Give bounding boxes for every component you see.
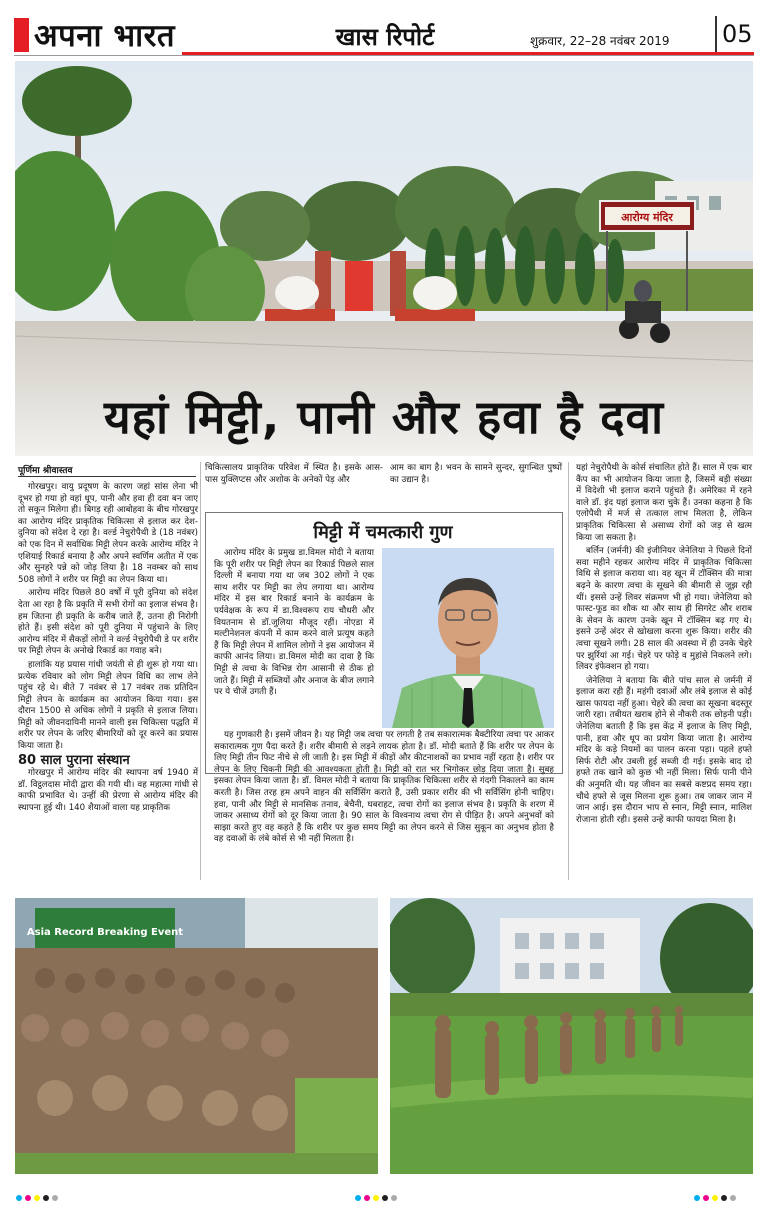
- paragraph: गोरखपुर। वायु प्रदूषण के कारण जहां सांस लेना भी दूभर हो गया हो वहां धूप, पानी और हवा ही दवा बन जाए तो सकून मिलेगा ही। बिगड़ रही आबोहवा के बीच गोरखपुर का आरोग्य मंदिर प्राकृतिक चिकित्सा से इलाज कर देश-दुनिया को संदेश दे रहा है। वर्ल्ड नेचुरोपैथी डे (18 नवंबर) को एक दिन में सर्वाधिक मिट्टी लेपन करके आरोग्य मंदिर ने एशियाई रिकार्ड बनाया है और अपने स्वर्णिम अतीत में एक और सुनहरे पन्ने को जोड़ लिया है। 18 नवम्बर को साथ 508 लोगों ने शरीर पर मिट्टी का लेपन किया था।: [18, 482, 198, 585]
- paragraph: यहां नेचुरोपैथी के कोर्स संचालित होते हैं। साल में एक बार कैंप का भी आयोजन किया जाता है, जिसमें बड़ी संख्या में विदेशी भी इलाज कराने पहुंचते हैं। अमेरिका में रहने वाले डॉ. इंद यहां इलाज करा चुके हैं। उनका कहना है कि एलोपैथी में मर्ज से तत्काल लाभ मिलता है, लेकिन प्राकृतिक चिकित्सा से असाध्य रोगों को जड़ से खत्म किया जा सकता है।: [576, 463, 752, 543]
- event-banner-text: Asia Record Breaking Event: [26, 927, 184, 938]
- column-rule: [568, 462, 569, 880]
- article-column-3-top: [390, 463, 562, 488]
- paragraph: गोरखपुर में आरोग्य मंदिर की स्थापना वर्ष 1940 में डॉ. विट्ठलदास मोदी द्वारा की गयी थी। वह महात्मा गांधी से काफी प्रभावित थे। उन्हीं की प्रेरणा से आरोग्य मंदिर की स्थापना हुई थी। 140 शैयाओं वाला यह प्राकृतिक: [18, 768, 198, 814]
- article-column-2-top: [205, 463, 383, 488]
- header-rule-thin: [14, 55, 754, 56]
- doctor-portrait-photo: [382, 548, 554, 728]
- black-mark: [382, 1195, 388, 1201]
- paragraph: आरोग्य मंदिर के प्रमुख डा.विमल मोदी ने बताया कि पूरी शरीर पर मिट्टी लेपन का रिकार्ड पिछले साल दिल्ली में बनाया गया था जब 302 लोगों ने एक साथ शरीर पर मिट्टी का लेप लगाया था। आरोग्य मंदिर में इस बार रिकार्ड बनाने के कार्यक्रम के पर्यवेक्षक के रूप में डा.विश्वरूप राय चौधरी और वियतनाम से डॉ.जुलिया मौजूद रहीं। नोएडा में मल्टीनेशनल कंपनी में काम करने वाले प्रत्यूष कहते हैं कि मिट्टी लेपन में शामिल लोगों ने इस आयोजन में काफी आनंद लिया। डा.विमल मोदी का दावा है कि मिट्टी से त्वचा के विभिन्न रोग आसानी से ठीक हो जाते हैं। मिट्टी में सब्जियों और अनाज के बीज लगाने पर ये चीजें उगती हैं।: [214, 548, 374, 698]
- box-title: मिट्टी में चमत्कारी गुण: [313, 522, 453, 543]
- article-column-4: [576, 463, 752, 828]
- magenta-mark: [25, 1195, 31, 1201]
- paragraph: जेनेलिया ने बताया कि बीते पांच साल से जर्मनी में इलाज करा रही हैं। महंगी दवाओं और लंबे इलाज से कोई खास फायदा नहीं हुआ। चेहरे की त्वचा का सूखना बदस्तूर जारी रहा। तबीयत खराब होने से नौकरी तक छोड़नी पड़ी। जेनेलिया बताती हैं कि इस केंद्र में इलाज के लिए मिट्टी, पानी, हवा और धूप का प्रयोग किया जाता है। आरोग्य मंदिर के कड़े नियमों का पालन करना पड़ा। पहले हफ्ते सिर्फ रोटी और उबली हुई सब्जी दी गई। इसके बाद दो हफ्ते तक खाने को कुछ भी नहीं मिला। सिर्फ पानी पीने की अनुमति थी। यह जीवन का सबसे कष्टप्रद समय रहा। चौथे हफ्ते से जूस मिलना शुरू हुआ। तब जाकर जान में जान आई। इस दौरान भाप से स्नान, मिट्टी स्नान, मालिश रोजाना होती रही। इससे उन्हें काफी फायदा मिला है।: [576, 675, 752, 825]
- yellow-mark: [712, 1195, 718, 1201]
- cyan-mark: [355, 1195, 361, 1201]
- registration-marks-center: [355, 1186, 400, 1194]
- column-rule: [200, 462, 201, 880]
- page-number: 05: [722, 20, 753, 48]
- subheading: 80 साल पुराना संस्थान: [18, 752, 130, 768]
- hospital-sign-text: आरोग्य मंदिर: [621, 211, 673, 224]
- section-title: खास रिपोर्ट: [335, 23, 435, 51]
- issue-date: शुक्रवार, 22–28 नवंबर 2019: [530, 34, 670, 48]
- paragraph: यह गुणकारी है। इसमें जीवन है। यह मिट्टी जब त्वचा पर लगती है तब सकारात्मक बैक्टीरिया त्वचा पर आकर सकारात्मक गुण पैदा करते हैं। शरीर बीमारी से लड़ने लायक होता है। डॉ. मोदी बताते हैं कि शरीर पर लेपन के लिए मिट्टी तीन फिट नीचे से ली जाती है। इस मिट्टी में कीड़ों और कीटनाशकों का प्रभाव नहीं रहता है। शरीर पर लेपन के लिए चिकनी मिट्टी की आवश्यकता होती है। मिट्टी को रात भर भिगोकर छोड़ दिया जाता है। सुबह इसका लेपन किया जाता है। डॉ. विमल मोदी ने बताया कि प्राकृतिक चिकित्सा शरीर से गंदगी निकालने का काम करती है। जिस तरह हम अपने वाहन की सर्विसिंग कराते हैं, उसी प्रकार शरीर की भी सर्विसिंग होनी चाहिए। हवा, पानी और मिट्टी से मानसिक तनाव, बेचैनी, घबराहट, त्वचा रोगों का इलाज संभव है। प्रकृति के शरण में जाकर असाध्य रोगों को दूर किया जाता है। 90 साल के विश्वनाथ त्वचा रोग से पीड़ित है। अपने अनुभवों को साझा करते हुए वह कहते हैं कि शरीर पर कुछ समय मिट्टी का लेपन करने से जिस सुकून का अनुभव होता है वह दवाओं के लंबे कोर्स से भी नहीं मिलता है।: [214, 730, 554, 845]
- main-headline: यहां मिट्टी, पानी और हवा है दवा: [103, 390, 665, 444]
- yellow-mark: [34, 1195, 40, 1201]
- byline-rule: [18, 476, 196, 477]
- paragraph: बर्लिन (जर्मनी) की इंजीनियर जेनेलिया ने पिछले दिनों सवा महीने रहकर आरोग्य मंदिर में प्राकृतिक चिकित्सा विधि से इलाज कराया था। वह खून में टॉक्सिन की मात्रा बढ़ने के कारण त्वचा के सूखने की बीमारी से जूझ रही थीं। इससे उन्हें लिवर संक्रमण भी हो गया। जेनेलिया को फास्ट-फूड का शौक था और साथ ही सिगरेट और शराब के सेवन के कारण उनके खून में टॉक्सिन बढ़ गए थे। इसने उन्हें अंदर से खोखला करना शुरू किया। शरीर की त्वचा सूखने लगी। 28 साल की अवस्था में ही उनके चेहरे पर झुर्रियां आ गई। चेहरे पर फोड़े व मुहांसे निकलने लगे। लिवर इंफेक्शन हो गया।: [576, 546, 752, 673]
- magenta-mark: [364, 1195, 370, 1201]
- publication-title: अपना भारत: [34, 18, 175, 54]
- paragraph: आरोग्य मंदिर पिछले 80 वर्षों में पूरी दुनिया को संदेश देता आ रहा है कि प्रकृति में सभी रोगों का इलाज संभव है। हम जितना ही प्रकृति के करीब जाते हैं, उतना ही निरोगी होते हैं। इसी संदेश को पूरी दुनिया में पहुंचाने के लिए आरोग्य मंदिर में सैकड़ों लोगों ने वर्ल्ड नेचुरोपैथी डे पर शरीर पर मिट्टी लेपन के अनोखे रिकार्ड का गवाह बने।: [18, 588, 198, 657]
- paragraph: हालांकि यह प्रयास गांधी जयंती से ही शुरू हो गया था। प्रत्येक रविवार को लोग मिट्टी लेपन विधि का लाभ लेने पहुंच रहे थे। बीते 7 नवंबर से 17 नवंबर तक प्रतिदिन मिट्टी लेपन के कार्यक्रम का आयोजन किया गया। इस दौरान 1500 से अधिक लोगों ने प्रकृति से इलाज लिया। मिट्टी को जीवनदायिनी मानने वाली इस चिकित्सा पद्धति में शरीर पर लेपन के जरिए बीमारियों को दूर करने का प्रयास किया जाता है।: [18, 659, 198, 752]
- header-accent-bar: [14, 18, 29, 52]
- black-mark: [721, 1195, 727, 1201]
- yellow-mark: [373, 1195, 379, 1201]
- box-text: [214, 548, 374, 701]
- participants-walking-photo: [390, 898, 753, 1174]
- gray-mark: [52, 1195, 58, 1201]
- page-number-divider: [715, 16, 717, 52]
- cyan-mark: [694, 1195, 700, 1201]
- article-column-1: [18, 482, 198, 817]
- gray-mark: [391, 1195, 397, 1201]
- mud-therapy-crowd-photo: [15, 898, 378, 1174]
- gray-mark: [730, 1195, 736, 1201]
- black-mark: [43, 1195, 49, 1201]
- magenta-mark: [703, 1195, 709, 1201]
- registration-marks-right: [694, 1186, 739, 1194]
- paragraph: चिकित्सालय प्राकृतिक परिवेश में स्थित है। इसके आस-पास युक्लिप्टस और अशोक के अनेकों पेड़ और: [205, 463, 383, 485]
- registration-marks-left: [16, 1186, 61, 1194]
- paragraph: आम का बाग है। भवन के सामने सुन्दर, सुगन्धित पुष्पों का उद्यान है।: [390, 463, 562, 485]
- cyan-mark: [16, 1195, 22, 1201]
- author-byline: पूर्णिमा श्रीवास्तव: [18, 466, 73, 476]
- box-text-wide: [214, 730, 554, 848]
